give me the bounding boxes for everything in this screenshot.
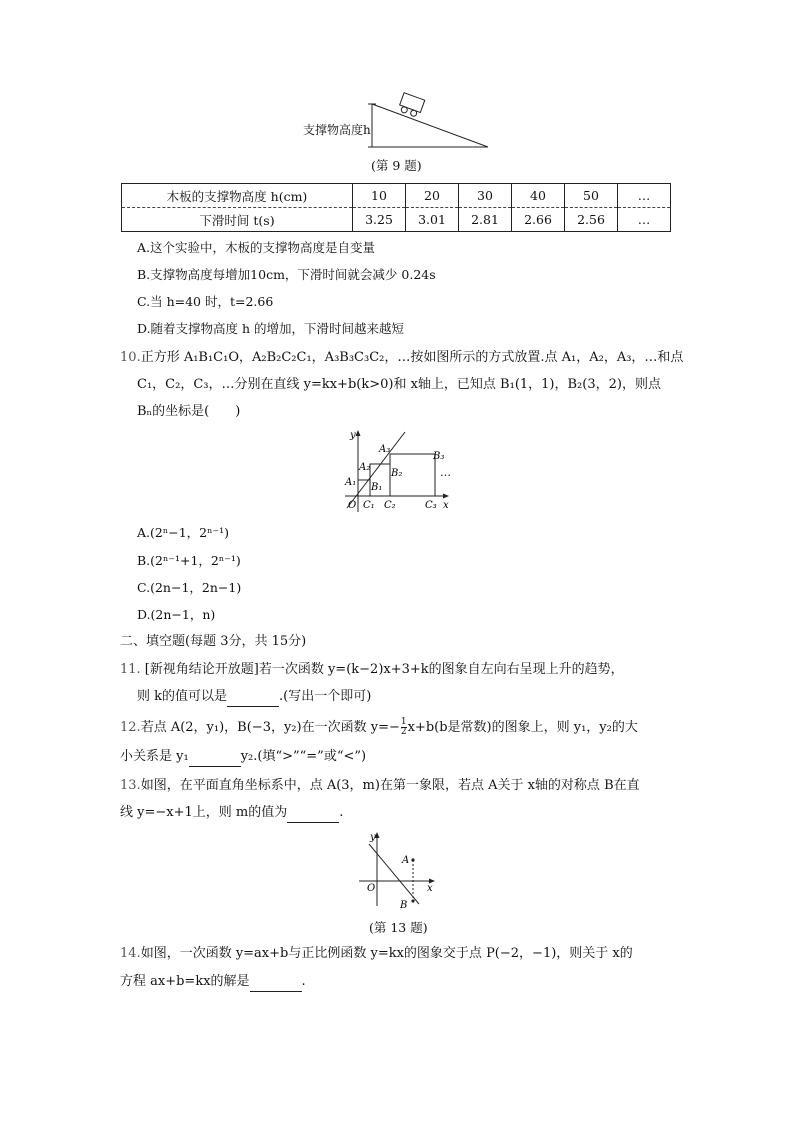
q13-text-2a: 线 y=−x+1上，则 m的值为 <box>120 805 288 820</box>
q11-line1 <box>120 660 624 680</box>
q14-number: 14. <box>120 946 141 961</box>
fig10-label-b2: B₂ <box>391 468 403 479</box>
q14-answer-blank[interactable] <box>250 977 302 992</box>
q12-text-1a: 若点 A(2，y₁)，B(−3，y₂)在一次函数 y=− <box>140 720 400 735</box>
table-cell: 2.81 <box>459 208 512 232</box>
q10-option-c: C.(2n−1，2n−1) <box>137 580 242 595</box>
fig10-label-c3: C₃ <box>425 500 437 511</box>
q11-text-2a: 则 k的值可以是 <box>137 689 228 704</box>
fig10-label-c2: C₂ <box>384 500 396 511</box>
table-header-height: 木板的支撑物高度 h(cm) <box>122 184 353 208</box>
q12-text-1b: x+b(b是常数)的图象上，则 y₁，y₂的大 <box>407 720 638 735</box>
table-row-height <box>122 184 671 208</box>
squares-diagram <box>335 428 465 518</box>
figure-13 <box>355 830 445 910</box>
q12-answer-blank[interactable] <box>189 752 241 767</box>
fig10-label-y: y <box>350 430 356 441</box>
q12-text-2b: y₂.(填“>”“=”或“<”) <box>240 749 367 764</box>
table-cell: 3.01 <box>406 208 459 232</box>
table-cell: 50 <box>565 184 618 208</box>
fig10-label-ellipsis: … <box>440 466 451 479</box>
section-title: 二、填空题(每题 3分，共 15分) <box>120 634 307 649</box>
table-cell: 30 <box>459 184 512 208</box>
fig13-label-x: x <box>427 883 433 894</box>
fig13-label-b: B <box>400 900 408 910</box>
q10-number: 10. <box>120 350 141 365</box>
q10-line1 <box>120 348 683 368</box>
fig10-label-o: O <box>348 500 357 511</box>
fig13-label-o: O <box>367 883 376 894</box>
q13-text-2b: . <box>339 805 344 820</box>
q13-number: 13. <box>120 778 141 793</box>
q11-number: 11. <box>120 662 141 677</box>
figure-10 <box>335 428 465 518</box>
q13-line2 <box>120 803 343 823</box>
fig10-label-a3: A₃ <box>379 444 391 455</box>
q13-text-1: 如图，在平面直角坐标系中，点 A(3，m)在第一象限，若点 A关于 x轴的对称点 B在直 <box>140 778 640 793</box>
q10-option-b: B.(2ⁿ⁻¹+1，2ⁿ⁻¹) <box>137 553 241 568</box>
q14-line2 <box>120 972 306 992</box>
q11-answer-blank[interactable] <box>227 692 279 707</box>
table-cell: 20 <box>406 184 459 208</box>
fig9-caption: (第 9 题) <box>371 158 422 173</box>
q14-text-1: 如图，一次函数 y=ax+b与正比例函数 y=kx的图象交于点 P(−2，−1)，则关于 x的 <box>140 946 633 961</box>
q9-option-c: C.当 h=40 时，t=2.66 <box>137 294 274 309</box>
fig10-label-b3: B₃ <box>433 451 445 462</box>
experiment-table <box>121 183 671 232</box>
q9-option-d: D.随着支撑物高度 h 的增加，下滑时间越来越短 <box>137 321 405 336</box>
fig13-label-y: y <box>370 832 376 843</box>
table-cell: 2.66 <box>512 208 565 232</box>
q14-text-2b: . <box>301 974 306 989</box>
table-row-time <box>122 208 671 232</box>
q10-text-1: 正方形 A₁B₁C₁O，A₂B₂C₂C₁，A₃B₃C₃C₂，…按如图所示的方式放置.点 A₁，A₂，A₃，…和点 <box>140 350 684 365</box>
coordinate-diagram <box>355 830 445 910</box>
q12-text-2a: 小关系是 y₁ <box>120 749 189 764</box>
fig13-label-a: A <box>402 855 410 866</box>
fig10-label-c1: C₁ <box>363 500 375 511</box>
q12-number: 12. <box>120 720 141 735</box>
q13-line1 <box>120 776 640 796</box>
table-header-time: 下滑时间 t(s) <box>122 208 353 232</box>
table-cell: 40 <box>512 184 565 208</box>
q14-text-2a: 方程 ax+b=kx的解是 <box>120 974 250 989</box>
q11-text-2b: .(写出一个即可) <box>279 689 372 704</box>
table-cell: 10 <box>353 184 406 208</box>
q10-option-a: A.(2ⁿ−1，2ⁿ⁻¹) <box>137 525 230 540</box>
q12-frac-num: 1 <box>400 717 407 727</box>
fig10-label-b1: B₁ <box>371 482 383 493</box>
q11-line2 <box>137 687 371 707</box>
fig13-caption: (第 13 题) <box>369 920 428 935</box>
q12-line2 <box>120 747 366 767</box>
q12-frac-den: 2 <box>400 727 407 737</box>
q9-option-b: B.支撑物高度每增加10cm，下滑时间就会减少 0.24s <box>137 267 436 282</box>
q11-text-1: [新视角结论开放题]若一次函数 y=(k−2)x+3+k的图象自左向右呈现上升的趋势， <box>144 662 624 677</box>
q10-option-d: D.(2n−1，n) <box>137 607 216 622</box>
q10-line3: Bₙ的坐标是( ) <box>137 404 241 419</box>
fig10-label-a1: A₁ <box>345 477 357 488</box>
q12-line1 <box>120 718 638 738</box>
table-cell: 3.25 <box>353 208 406 232</box>
q13-answer-blank[interactable] <box>287 808 339 823</box>
fig10-label-a2: A₂ <box>359 462 371 473</box>
q9-option-a: A.这个实验中，木板的支撑物高度是自变量 <box>137 240 376 255</box>
table-cell: … <box>618 184 671 208</box>
table-cell: 2.56 <box>565 208 618 232</box>
q10-line2: C₁，C₂，C₃，…分别在直线 y=kx+b(k>0)和 x轴上，已知点 B₁(1，1)，B₂(3，2)，则点 <box>137 377 661 392</box>
q12-fraction <box>401 718 407 737</box>
q14-line1 <box>120 944 633 964</box>
fig9-height-label: 支撑物高度h <box>303 123 371 137</box>
fig10-label-x: x <box>443 500 449 511</box>
table-cell: … <box>618 208 671 232</box>
